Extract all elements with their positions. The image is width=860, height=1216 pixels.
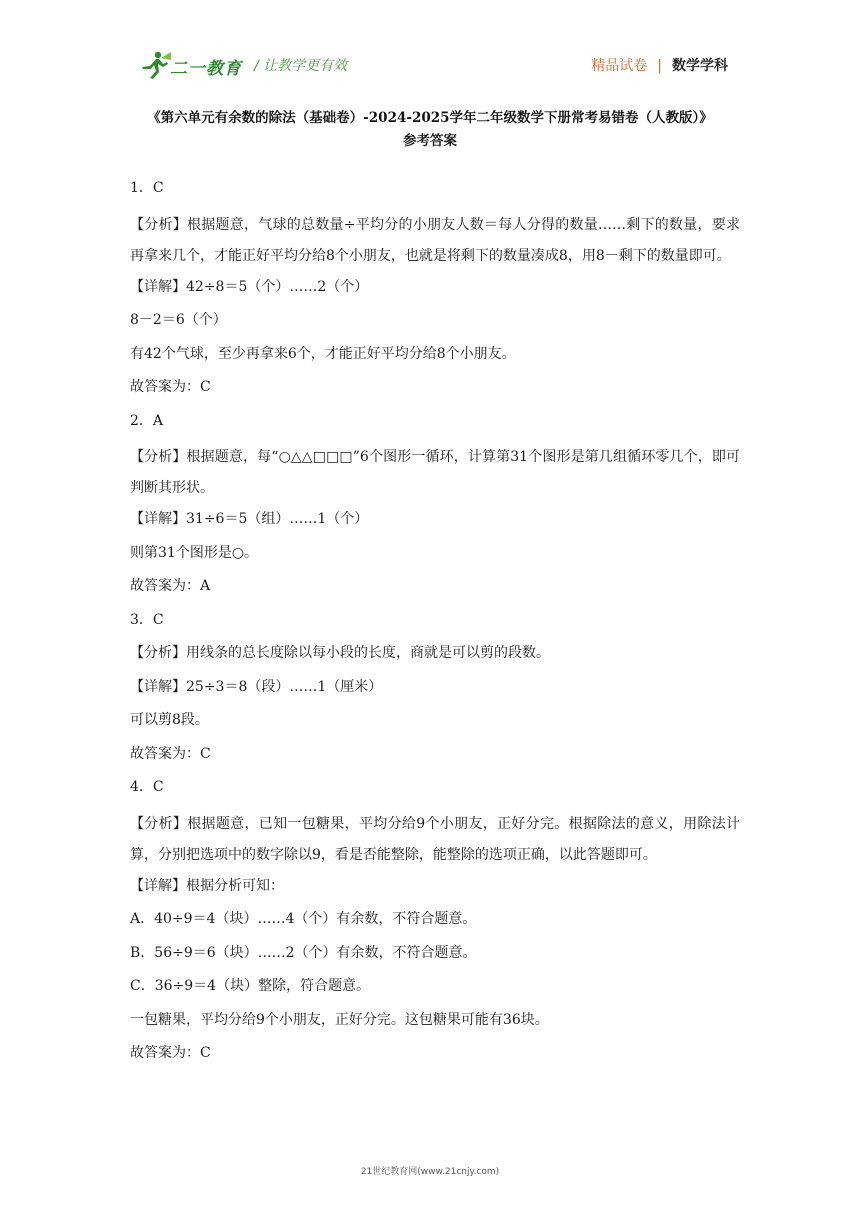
answer-4-choice: 4．C bbox=[130, 779, 164, 795]
document-title: 《第六单元有余数的除法（基础卷）-2024-2025学年二年级数学下册常考易错卷（人教版）》 bbox=[147, 110, 713, 126]
answer-1-choice: 1．C bbox=[130, 180, 164, 196]
answer-4-option-c: C．36÷9＝4（块）整除，符合题意。 bbox=[130, 978, 371, 994]
answer-2-detail: 【详解】31÷6＝5（组）……1（个） bbox=[130, 511, 369, 527]
slogan: / 让教学更有效 bbox=[254, 58, 348, 74]
answer-1-detail: 【详解】42÷8＝5（个）……2（个） bbox=[130, 278, 369, 295]
answer-3-conclusion: 可以剪8段。 bbox=[130, 712, 209, 728]
answer-4-final: 故答案为：C bbox=[130, 1045, 211, 1061]
page-header bbox=[136, 48, 728, 84]
answer-3-final: 故答案为：C bbox=[130, 745, 211, 762]
answer-2-choice: 2．A bbox=[130, 412, 164, 429]
brand-separator: | bbox=[657, 58, 662, 74]
answer-3-detail: 【详解】25÷3＝8（段）……1（厘米） bbox=[130, 678, 383, 695]
answer-1-step: 8－2＝6（个） bbox=[130, 312, 227, 328]
answer-4-analysis: 【分析】根据题意，已知一包糖果，平均分给9个小朋友，正好分完。根据除法的意义，用除法计算，分别把选项中的数字除以9，看是否能整除，能整除的选项正确，以此答题即可。 bbox=[130, 815, 740, 863]
answer-4-option-b: B．56÷9＝6（块）……2（个）有余数，不符合题意。 bbox=[130, 944, 477, 961]
logo bbox=[136, 48, 256, 82]
brand-label bbox=[591, 55, 728, 75]
answer-4-option-a: A．40÷9＝4（块）……4（个）有余数，不符合题意。 bbox=[130, 911, 477, 927]
logo-text: 二一教育 bbox=[170, 59, 242, 79]
answer-3-analysis: 【分析】用线条的总长度除以每小段的长度，商就是可以剪的段数。 bbox=[130, 645, 550, 661]
answer-1-conclusion: 有42个气球，至少再拿来6个，才能正好平均分给8个小朋友。 bbox=[130, 345, 516, 362]
running-figure-icon bbox=[138, 50, 172, 80]
answer-1-final: 故答案为：C bbox=[130, 379, 211, 395]
answer-content bbox=[130, 176, 740, 1075]
brand-premium-label: 精品试卷 bbox=[591, 58, 648, 74]
answer-1-analysis: 【分析】根据题意，气球的总数量÷平均分的小朋友人数＝每人分得的数量……剩下的数量，要求再拿来几个，才能正好平均分给8个小朋友，也就是将剩下的数量凑成8，用8－剩下的数量即可。 bbox=[130, 216, 740, 264]
answer-2-conclusion: 则第31个图形是○。 bbox=[130, 544, 259, 561]
document-subtitle: 参考答案 bbox=[403, 133, 457, 149]
answer-4-detail: 【详解】根据分析可知： bbox=[130, 877, 284, 894]
page-footer: 21世纪教育网(www.21cnjy.com) bbox=[360, 1167, 500, 1177]
answer-4-conclusion: 一包糖果，平均分给9个小朋友，正好分完。这包糖果可能有36块。 bbox=[130, 1011, 549, 1028]
answer-3-choice: 3．C bbox=[130, 611, 164, 628]
answer-2-analysis: 【分析】根据题意，每“○△△□□□”6个图形一循环，计算第31个图形是第几组循环零几个，即可判断其形状。 bbox=[130, 449, 740, 496]
answer-2-final: 故答案为：A bbox=[130, 578, 211, 594]
brand-subject-label: 数学学科 bbox=[672, 58, 728, 74]
